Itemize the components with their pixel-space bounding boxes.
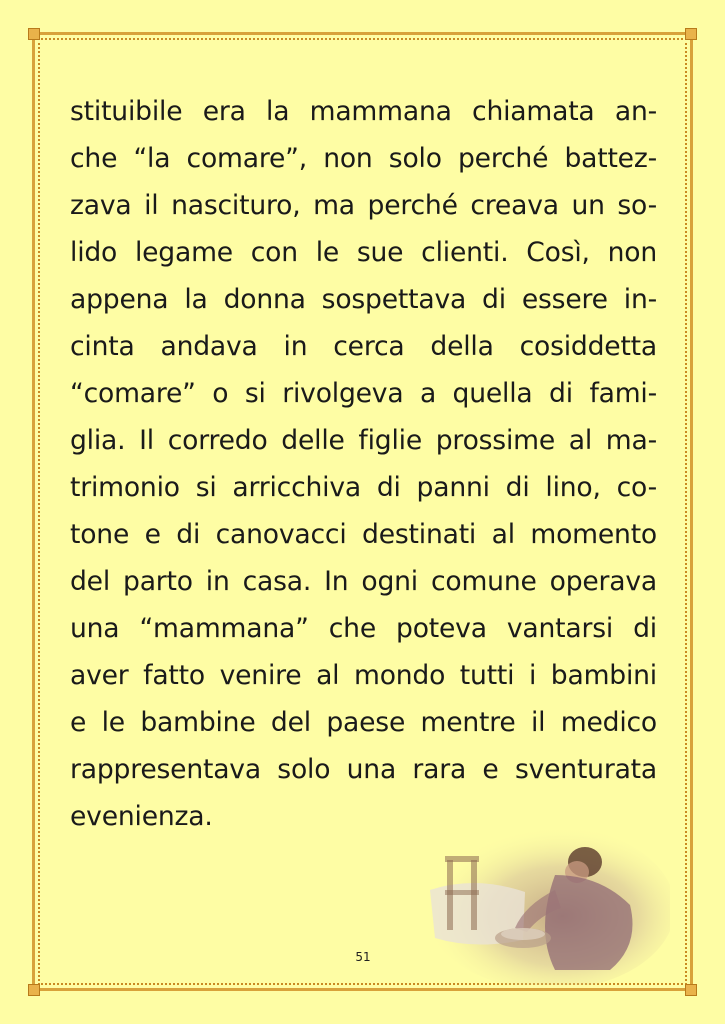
body-line-10: tone e di canovacci destinati al momento: [70, 519, 657, 550]
body-line-13: aver fatto venire al mondo tutti i bambini: [70, 660, 657, 691]
corner-ornament-top-left: [28, 28, 40, 40]
body-line-16: evenienza.: [70, 801, 213, 832]
body-line-9: trimonio si arricchiva di panni di lino, co-: [70, 472, 657, 503]
body-line-14: e le bambine del paese mentre il medico: [70, 707, 657, 738]
body-line-7: “comare” o si rivolgeva a quella di fami-: [70, 378, 657, 409]
corner-ornament-top-right: [685, 28, 697, 40]
body-line-4: lido legame con le sue clienti. Così, non: [70, 237, 657, 268]
body-line-1: stituibile era la mammana chiamata an-: [70, 96, 657, 127]
body-line-15: rappresentava solo una rara e sventurata: [70, 754, 657, 785]
body-paragraph: [70, 88, 657, 840]
corner-ornament-bottom-right: [685, 984, 697, 996]
body-line-3: zava il nascituro, ma perché creava un so-: [70, 190, 657, 221]
body-line-5: appena la donna sospettava di essere in-: [70, 284, 657, 315]
page-number: 51: [355, 950, 371, 964]
body-line-12: una “mammana” che poteva vantarsi di: [70, 613, 657, 644]
faded-birth-scene-illustration: [405, 820, 670, 985]
body-line-6: cinta andava in cerca della cosiddetta: [70, 331, 657, 362]
body-line-8: glia. Il corredo delle figlie prossime al ma-: [70, 425, 657, 456]
body-line-2: che “la comare”, non solo perché battez-: [70, 143, 657, 174]
body-line-11: del parto in casa. In ogni comune operava: [70, 566, 657, 597]
corner-ornament-bottom-left: [28, 984, 40, 996]
